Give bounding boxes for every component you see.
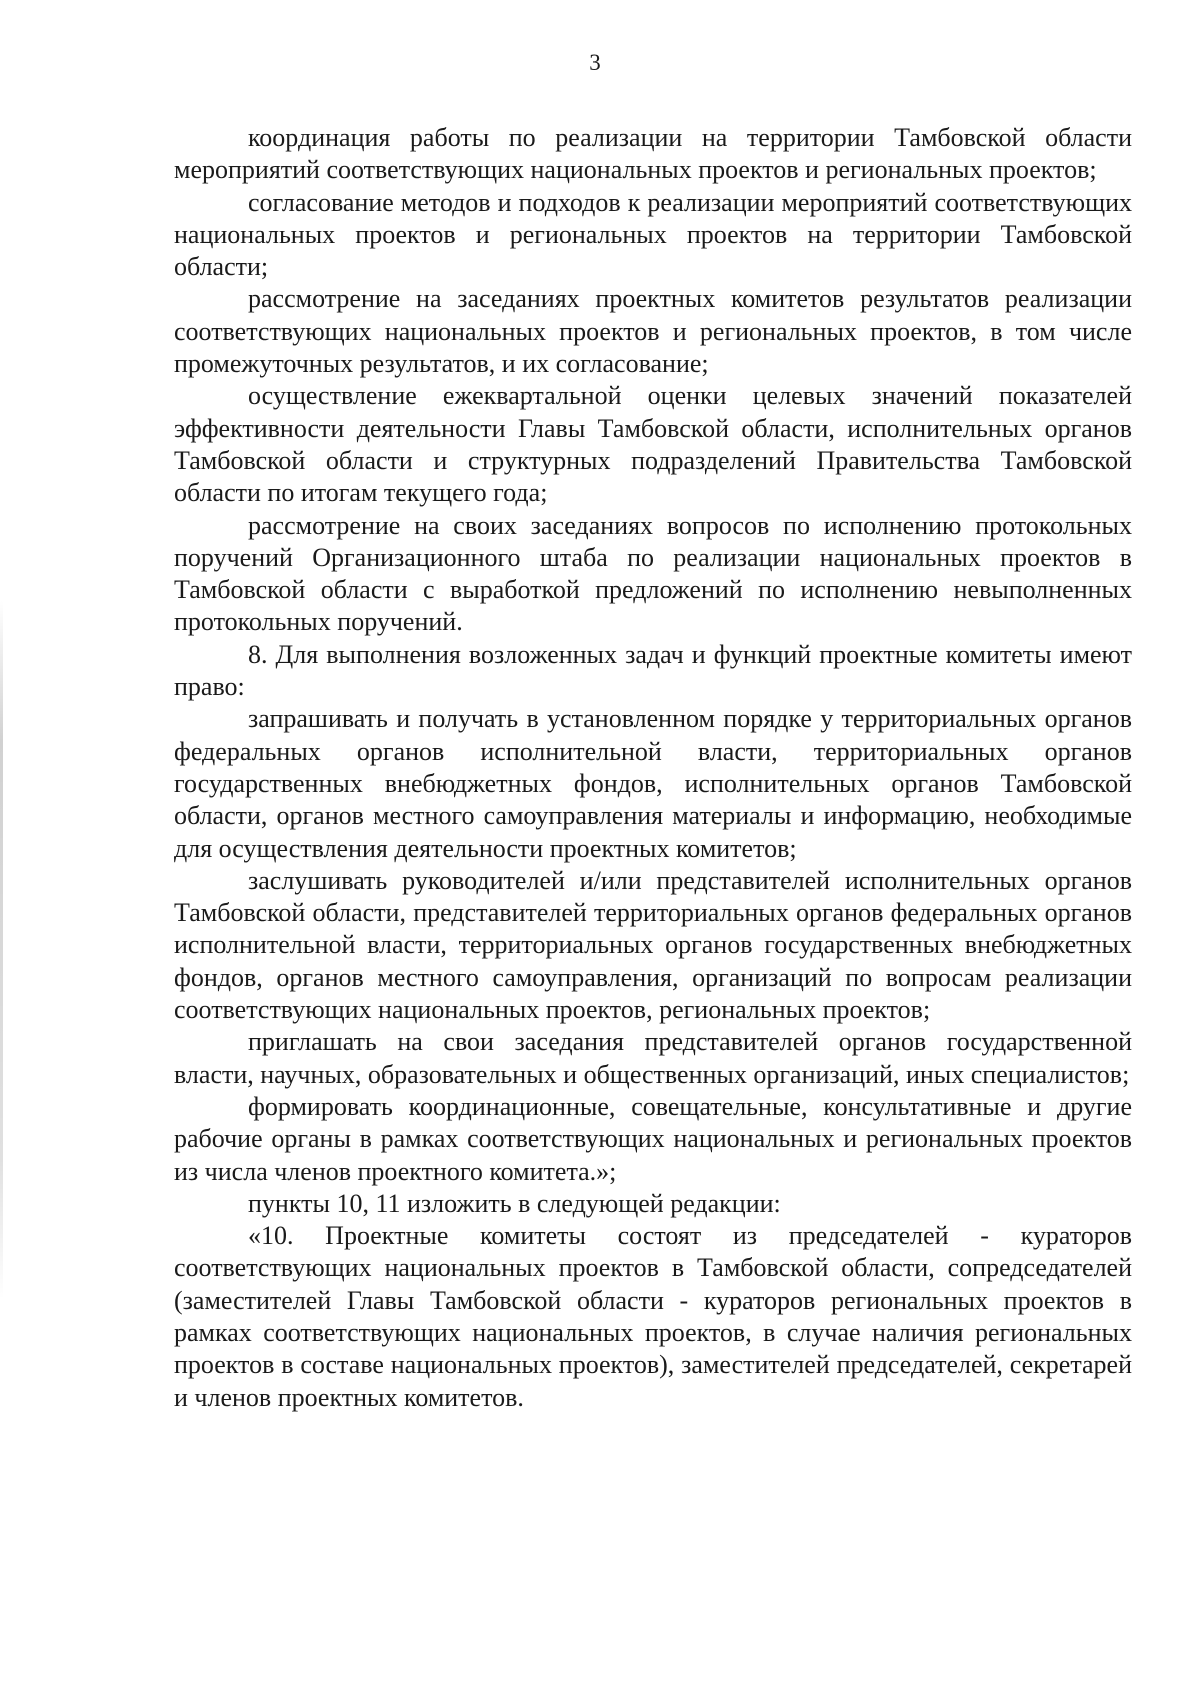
paragraph-approval-methods: согласование методов и подходов к реализации мероприятий соответствующих национальных проектов и региональных проектов на территории Тамбовской области; [174, 187, 1132, 282]
paragraph-invite: приглашать на свои заседания представителей органов государственной власти, научных, образовательных и общественных организаций, иных специалистов; [174, 1027, 1132, 1089]
scan-edge-shadow [0, 600, 3, 1300]
paragraph-review-instructions: рассмотрение на своих заседаниях вопросов по исполнению протокольных поручений Организационного штаба по реализации национальных проектов в Тамбовской области с выработкой предложений по исполнению невыполненных протокольных поручений. [174, 510, 1132, 637]
paragraph-request-information: запрашивать и получать в установленном порядке у территориальных органов федеральных органов исполнительной власти, территориальных органов государственных внебюджетных фондов, исполнительных органов Тамбовской области, органов местного самоуправления материалы и информацию, необходимые для осуществления деятельности проектных комитетов; [174, 704, 1132, 863]
paragraph-form-bodies: формировать координационные, совещательные, консультативные и другие рабочие органы в рамках соответствующих национальных и региональных проектов из числа членов проектного комитета.»; [174, 1091, 1132, 1186]
paragraph-item-10: «10. Проектные комитеты состоят из председателей - кураторов соответствующих национальных проектов в Тамбовской области, сопредседателей (заместителей Главы Тамбовской области - кураторов региональных проектов в рамках соответствующих национальных проектов, в случае наличия региональных проектов в составе национальных проектов), заместителей председателей, секретарей и членов проектных комитетов. [174, 1221, 1132, 1412]
paragraph-items-10-11: пункты 10, 11 изложить в следующей редакции: [248, 1188, 781, 1218]
paragraph-hear-representatives: заслушивать руководителей и/или представителей исполнительных органов Тамбовской области, представителей территориальных органов федеральных органов исполнительной власти, территориальных органов государственных внебюджетных фондов, органов местного самоуправления, организаций по вопросам реализации соответствующих национальных проектов, региональных проектов; [174, 865, 1132, 1025]
paragraph-quarterly-assessment: осуществление ежеквартальной оценки целевых значений показателей эффективности деятельности Главы Тамбовской области, исполнительных органов Тамбовской области и структурных подразделений Правительства Тамбовской области по итогам текущего года; [174, 381, 1132, 508]
paragraph-coordination: координация работы по реализации на территории Тамбовской области мероприятий соответствующих национальных проектов и региональных проектов; [174, 123, 1132, 185]
paragraph-review-results: рассмотрение на заседаниях проектных комитетов результатов реализации соответствующих национальных проектов и региональных проектов, в том числе промежуточных результатов, и их согласование; [174, 284, 1132, 379]
paragraph-item-8: 8. Для выполнения возложенных задач и функций проектные комитеты имеют право: [174, 639, 1132, 702]
document-body [174, 122, 1132, 1414]
page-number: 3 [589, 50, 601, 75]
